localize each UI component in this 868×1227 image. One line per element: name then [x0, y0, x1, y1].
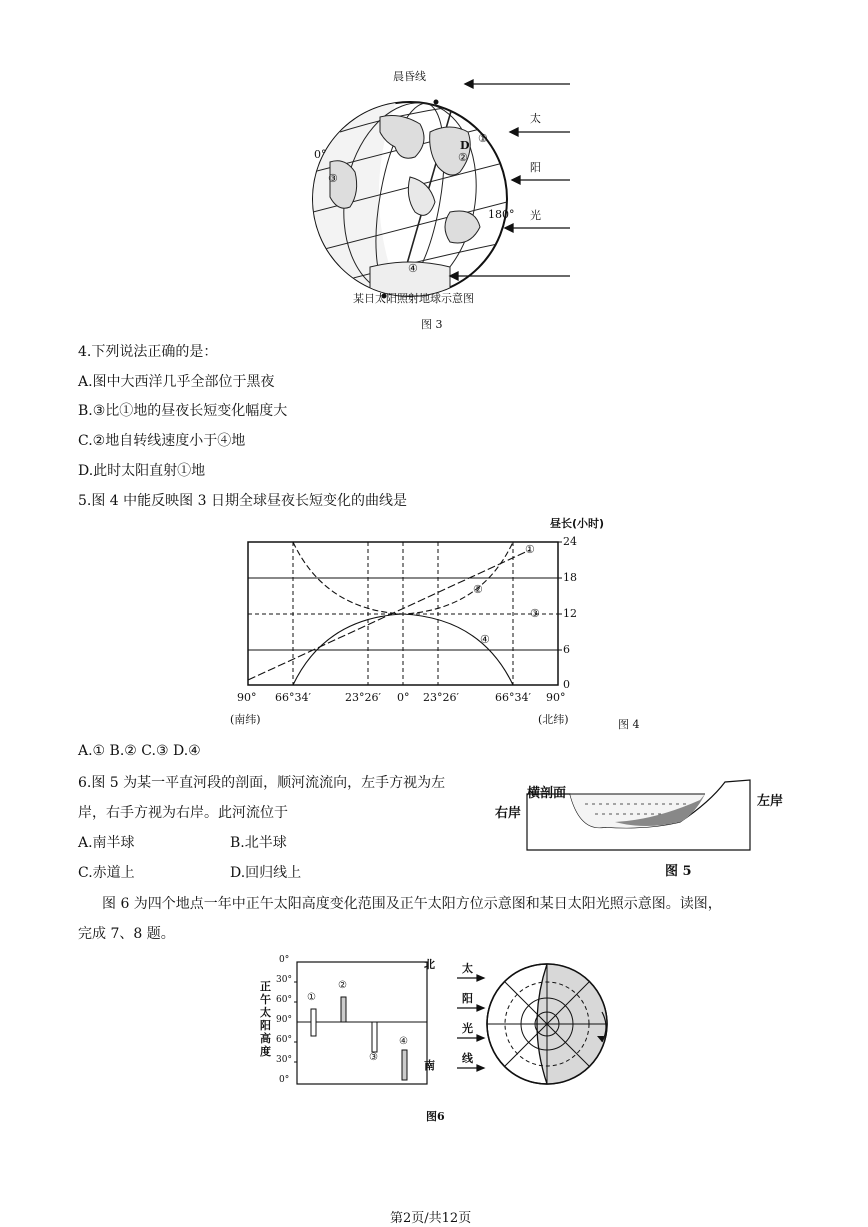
y-tick: 0°	[279, 955, 290, 965]
q4-option-a: A.图中大西洋几乎全部位于黑夜	[78, 374, 275, 390]
y-tick: 60°	[276, 995, 292, 1005]
lon-0-label: 0°	[314, 148, 327, 161]
intro-6-line-2: 完成 7、8 题。	[78, 926, 175, 942]
mark-3: ③	[328, 172, 338, 185]
mark-4: ④	[408, 262, 418, 275]
figure-4	[225, 515, 645, 730]
left-bank-label: 左岸	[757, 794, 784, 809]
figure-3-label: 图 3	[421, 318, 443, 331]
y-tick: 0	[563, 678, 570, 691]
y-axis-title: 昼长(小时)	[550, 517, 605, 530]
figure-4-label: 图 4	[618, 718, 640, 731]
lon-180-label: 180°	[488, 208, 515, 221]
q6-option-d: D.回归线上	[230, 865, 302, 881]
x-tick: 66°34′	[495, 691, 531, 704]
y-tick: 0°	[279, 1075, 290, 1085]
mark-1: ①	[478, 132, 488, 145]
sun-char-2: 阳	[530, 161, 541, 174]
curve-label-1: ①	[525, 543, 535, 556]
x-tick: 23°26′	[345, 691, 381, 704]
south-label: (南纬)	[230, 713, 261, 726]
q6-line-2: 岸，右手方视为右岸。此河流位于	[78, 805, 288, 821]
figure-5-label: 图 5	[665, 864, 692, 879]
y-tick: 18	[563, 571, 577, 584]
figure-6	[262, 952, 617, 1092]
figure-3	[300, 62, 590, 307]
sun-char-1: 太	[530, 112, 541, 125]
y-tick: 60°	[276, 1035, 292, 1045]
q5-stem: 5.图 4 中能反映图 3 日期全球昼夜长短变化的曲线是	[78, 493, 407, 509]
q6-line-1: 6.图 5 为某一平直河段的剖面，顺河流流向，左手方视为左	[78, 775, 446, 791]
curve-label-3: ③	[530, 607, 540, 620]
q4-option-b: B.③比①地的昼夜长短变化幅度大	[78, 403, 288, 419]
cross-section-title: 横剖面	[527, 786, 567, 801]
q4-option-c: C.②地自转线速度小于④地	[78, 433, 246, 449]
y-tick: 6	[563, 643, 570, 656]
mark-d: D	[460, 139, 470, 152]
sun-char-3: 光	[530, 209, 541, 222]
y-tick: 30°	[276, 975, 292, 985]
noon-sun-altitude-diagram	[262, 952, 617, 1092]
x-tick: 23°26′	[423, 691, 459, 704]
bar-label-2: ②	[338, 980, 347, 991]
y-tick: 12	[563, 607, 577, 620]
page-footer: 第2页/共12页	[390, 1211, 472, 1226]
south-label: 南	[424, 1059, 435, 1072]
earth-illumination-diagram	[300, 62, 590, 307]
north-label: (北纬)	[538, 713, 569, 726]
y-tick: 30°	[276, 1055, 292, 1065]
figure-6-label: 图6	[426, 1110, 445, 1123]
q6-option-c: C.赤道上	[78, 865, 135, 881]
x-tick: 0°	[397, 691, 410, 704]
q6-option-a: A.南半球	[78, 835, 135, 851]
terminator-label: 晨昏线	[393, 70, 426, 83]
mark-2: ②	[458, 151, 468, 164]
x-tick: 90°	[546, 691, 566, 704]
x-tick: 66°34′	[275, 691, 311, 704]
bar-label-3: ③	[369, 1052, 378, 1063]
right-bank-label: 右岸	[495, 806, 522, 821]
bar-label-1: ①	[307, 992, 316, 1003]
x-tick: 90°	[237, 691, 257, 704]
bar-label-4: ④	[399, 1036, 408, 1047]
figure-5	[495, 772, 795, 877]
sun-char-1: 太	[462, 962, 473, 975]
north-label: 北	[424, 958, 435, 971]
curve-label-2: ②	[473, 583, 483, 596]
sun-char-4: 线	[462, 1052, 473, 1065]
q5-options: A.① B.② C.③ D.④	[78, 743, 201, 759]
q6-option-b: B.北半球	[230, 835, 287, 851]
sun-char-3: 光	[462, 1022, 473, 1035]
y-tick: 24	[563, 535, 577, 548]
q4-option-d: D.此时太阳直射①地	[78, 463, 206, 479]
y-tick: 90°	[276, 1015, 292, 1025]
sun-char-2: 阳	[462, 992, 473, 1005]
curve-label-4: ④	[480, 633, 490, 646]
figure-3-caption: 某日太阳照射地球示意图	[353, 292, 474, 305]
y-axis-title: 正午太阳高度	[260, 980, 271, 1058]
intro-6-line-1: 图 6 为四个地点一年中正午太阳高度变化范围及正午太阳方位示意图和某日太阳光照示意图。读图，	[102, 896, 722, 912]
q4-stem: 4.下列说法正确的是：	[78, 344, 218, 360]
